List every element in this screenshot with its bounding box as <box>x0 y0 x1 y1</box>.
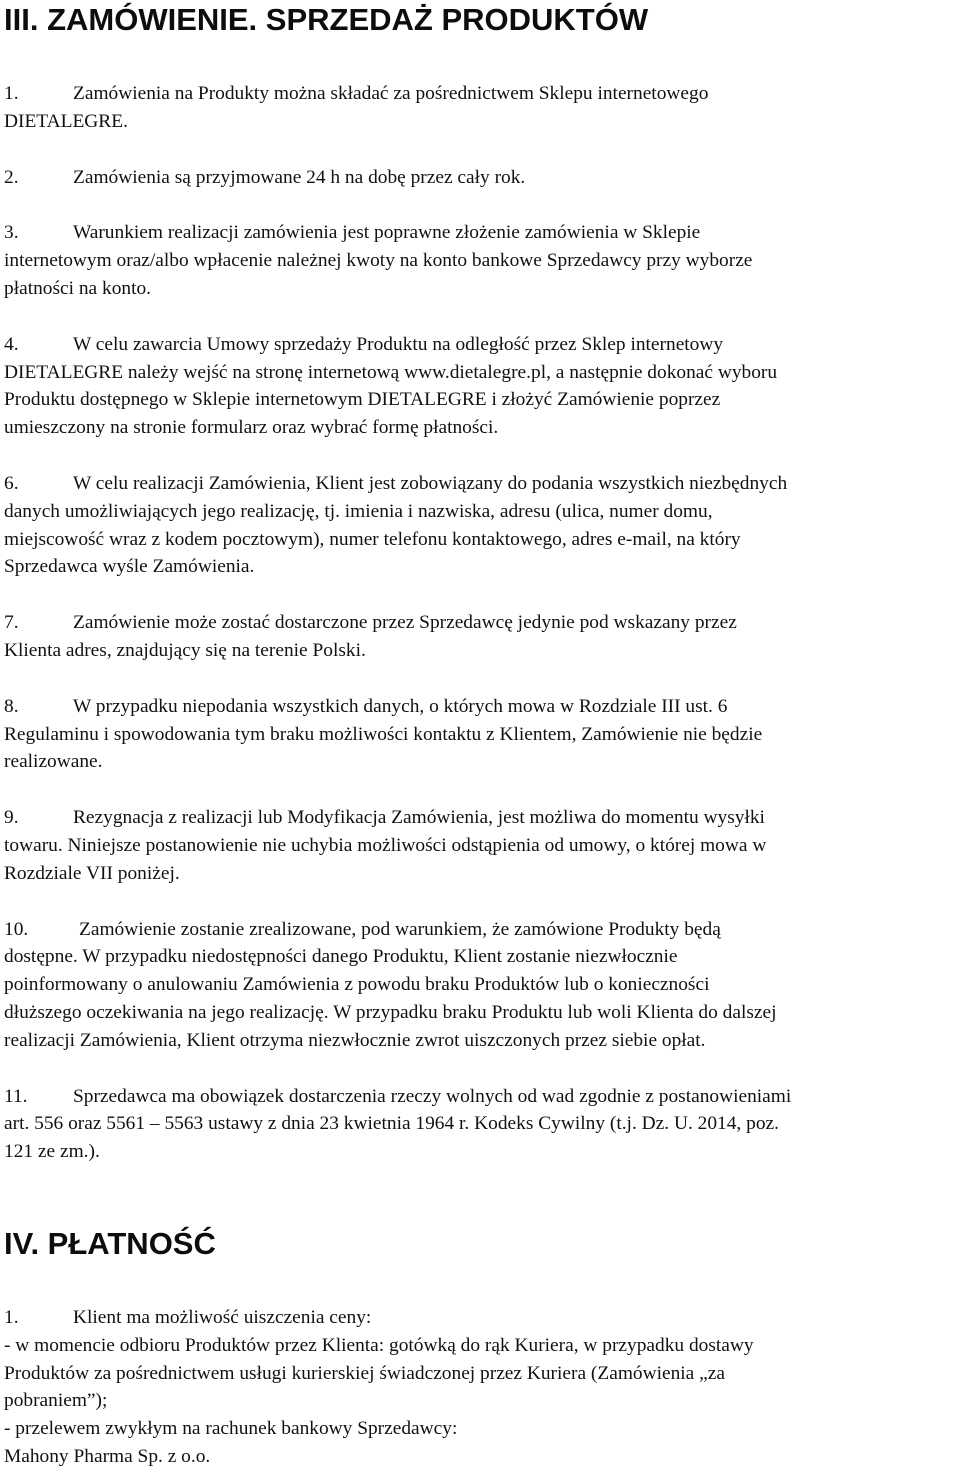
text-line: DIETALEGRE. <box>4 110 128 132</box>
text-line: dłuższego oczekiwania na jego realizację. W przypadku braku Produktu lub woli Klienta do dalszej <box>4 1001 777 1023</box>
text-line: Produktu dostępnego w Sklepie internetowym DIETALEGRE i złożyć Zamówienie poprzez <box>4 389 721 411</box>
text-line <box>4 804 958 832</box>
clause-paragraph <box>4 470 958 581</box>
clause-number: 9. <box>4 807 19 829</box>
clause-text: Sprzedawca ma obowiązek dostarczenia rzeczy wolnych od wad zgodnie z postanowieniami <box>73 1085 792 1107</box>
text-line: towaru. Niniejsze postanowienie nie uchybia możliwości odstąpienia od umowy, o której mowa w <box>4 834 767 856</box>
text-line <box>4 331 958 359</box>
clause-paragraph <box>4 609 958 665</box>
text-line: DIETALEGRE należy wejść na stronę internetową www.dietalegre.pl, a następnie dokonać wyboru <box>4 361 778 383</box>
text-line: Klienta adres, znajdujący się na terenie Polski. <box>4 639 366 661</box>
clause-text: Zamówienie może zostać dostarczone przez Sprzedawcę jedynie pod wskazany przez <box>73 612 737 634</box>
text-line: internetowym oraz/albo wpłacenie należnej kwoty na konto bankowe Sprzedawcy przy wyborze <box>4 250 753 272</box>
clause-paragraph <box>4 219 958 302</box>
text-line: Sprzedawca wyśle Zamówienia. <box>4 556 255 578</box>
text-line: realizacji Zamówienia, Klient otrzyma niezwłocznie zwrot uiszczonych przez siebie opłat. <box>4 1029 706 1051</box>
clause-number: 4. <box>4 333 19 355</box>
text-line: płatności na konto. <box>4 277 152 299</box>
text-line <box>4 693 958 721</box>
text-line <box>4 164 958 192</box>
section-heading: IV. PŁATNOŚĆ <box>4 1225 216 1261</box>
clause-text: Rezygnacja z realizacji lub Modyfikacja Zamówienia, jest możliwa do momentu wysyłki <box>73 807 765 829</box>
clause-number: 8. <box>4 695 19 717</box>
text-line: poinformowany o anulowaniu Zamówienia z powodu braku Produktów lub o konieczności <box>4 974 710 996</box>
text-line: danych umożliwiających jego realizację, tj. imienia i nazwiska, adresu (ulica, numer domu, <box>4 500 713 522</box>
clause-text: Warunkiem realizacji zamówienia jest poprawne złożenie zamówienia w Sklepie <box>73 222 701 244</box>
clause-number: 1. <box>4 83 19 104</box>
text-line: miejscowość wraz z kodem pocztowym), numer telefonu kontaktowego, adres e-mail, na który <box>4 528 741 550</box>
clause-text: W przypadku niepodania wszystkich danych, o których mowa w Rozdziale III ust. 6 <box>73 695 728 717</box>
clause-number: 3. <box>4 222 19 244</box>
clause-paragraph <box>4 1304 958 1471</box>
text-line: pobraniem”); <box>4 1390 108 1412</box>
text-line: Mahony Pharma Sp. z o.o. <box>4 1445 211 1467</box>
clause-text: W celu zawarcia Umowy sprzedaży Produktu na odległość przez Sklep internetowy <box>73 333 724 355</box>
text-line: dostępne. W przypadku niedostępności danego Produktu, Klient zostanie niezwłocznie <box>4 946 678 968</box>
text-line: - w momencie odbioru Produktów przez Klienta: gotówką do rąk Kuriera, w przypadku dostawy <box>4 1334 754 1356</box>
clause-text: W celu realizacji Zamówienia, Klient jest zobowiązany do podania wszystkich niezbędnych <box>73 472 788 494</box>
clause-paragraph <box>4 693 958 776</box>
text-line: realizowane. <box>4 751 103 773</box>
text-line: 121 ze zm.). <box>4 1141 100 1163</box>
clause-number: 6. <box>4 472 19 494</box>
text-line: Rozdziale VII poniżej. <box>4 862 180 884</box>
clause-paragraph <box>4 916 958 1055</box>
clause-number: 2. <box>4 166 19 188</box>
text-line: umieszczony na stronie formularz oraz wybrać formę płatności. <box>4 417 499 439</box>
text-line <box>4 80 958 108</box>
clause-paragraph <box>4 80 958 136</box>
text-line <box>4 916 958 944</box>
clause-number: 11. <box>4 1085 28 1107</box>
text-line: Produktów za pośrednictwem usługi kurierskiej świadczonej przez Kuriera (Zamówienia „za <box>4 1362 725 1384</box>
clause-paragraph <box>4 331 958 442</box>
text-line: - przelewem zwykłym na rachunek bankowy Sprzedawcy: <box>4 1418 458 1440</box>
text-line <box>4 470 958 498</box>
clause-number: 7. <box>4 612 19 634</box>
text-line <box>4 609 958 637</box>
text-line: art. 556 oraz 5561 – 5563 ustawy z dnia 23 kwietnia 1964 r. Kodeks Cywilny (t.j. Dz. U. 2014, poz. <box>4 1113 779 1135</box>
clause-text: Zamówienie zostanie zrealizowane, pod warunkiem, że zamówione Produkty będą <box>79 918 721 940</box>
clause-number: 1. <box>4 1306 19 1328</box>
clause-text: Zamówienia są przyjmowane 24 h na dobę przez cały rok. <box>73 166 526 188</box>
clause-number: 10. <box>4 918 29 940</box>
clause-text: Klient ma możliwość uiszczenia ceny: <box>73 1306 372 1328</box>
section-heading: III. ZAMÓWIENIE. SPRZEDAŻ PRODUKTÓW <box>4 2 649 37</box>
clause-paragraph <box>4 1083 958 1166</box>
clause-paragraph <box>4 804 958 887</box>
text-line <box>4 219 958 247</box>
text-line <box>4 1083 958 1111</box>
text-line: Regulaminu i spowodowania tym braku możliwości kontaktu z Klientem, Zamówienie nie będzie <box>4 723 763 745</box>
clause-paragraph <box>4 164 958 192</box>
text-line <box>4 1304 958 1332</box>
clause-text: Zamówienia na Produkty można składać za pośrednictwem Sklepu internetowego <box>73 83 709 104</box>
